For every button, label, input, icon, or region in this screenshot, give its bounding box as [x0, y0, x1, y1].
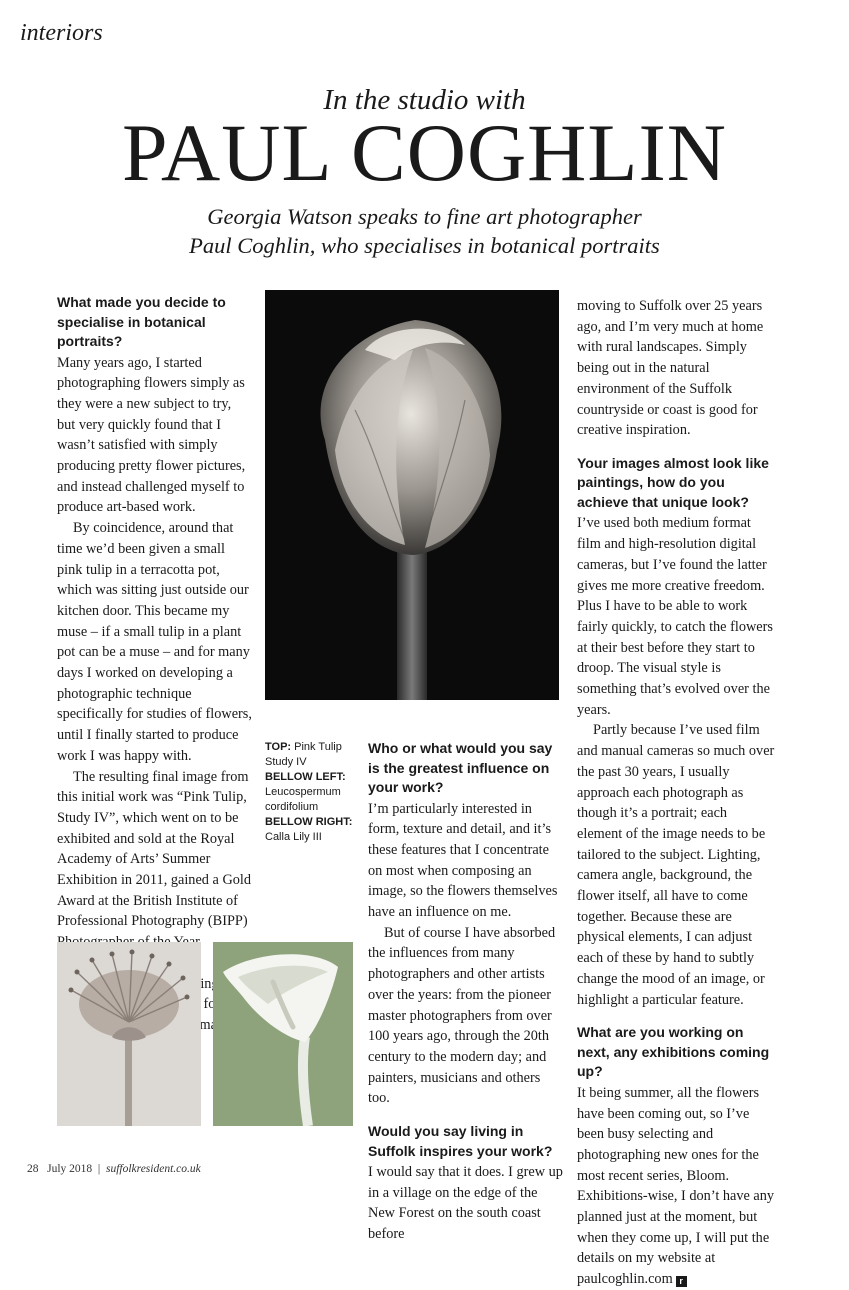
section-label: interiors — [20, 20, 103, 46]
kicker: In the studio with — [323, 84, 526, 116]
question-heading: Would you say living in Suffolk inspires your work? — [368, 1123, 553, 1159]
page-footer — [27, 1163, 201, 1175]
caption-text: Leucospermum cordifolium — [265, 786, 341, 813]
page-number: 28 — [27, 1163, 39, 1175]
answer-paragraph: By coincidence, around that time we’d been given a small pink tulip in a terracotta pot, which was sitting just outside our kitchen door. This became my muse – if a small tulip in a plant pot can be a muse – and for many days I worked on developing a photographic technique specifically for studies of flowers, until I finally started to produce work I was happy with. — [57, 520, 252, 764]
issue-date: July 2018 — [47, 1163, 93, 1175]
answer-paragraph: moving to Suffolk over 25 years ago, and I’m very much at home with rural landscapes. Simply being out in the natural environment of the Suffolk countryside or coast is good for creative inspiration. — [577, 298, 764, 439]
question-heading: What made you decide to specialise in botanical portraits? — [57, 294, 226, 349]
calla-lily-photo — [213, 942, 353, 1126]
answer-paragraph: But of course I have absorbed the influences from many photographers and other artists over the years: from the pioneer master photographers from over 100 years ago, through the 20th century to the modern day; and painters, musicians and others too. — [368, 924, 556, 1107]
question-heading: Who or what would you say is the greatest influence on your work? — [368, 740, 553, 795]
answer-text: It being summer, all the flowers have been coming out, so I’ve been busy selecting and photographing new ones for the most recent series, Bloom. Exhibitions-wise, I don’t have any planned just at the moment, but when they come up, I will put the details on my website at paulcoghlin.com — [577, 1084, 775, 1288]
answer-paragraph: The resulting final image from this initial work was “Pink Tulip, Study IV”, which went on to be exhibited and sold at the Royal Academy of Arts’ Summer Exhibition in 2011, gained a Gold Award at the British Institute of Professional Photography (BIPP) for small — [57, 768, 252, 1033]
leucospermum-photo — [57, 942, 201, 1126]
answer-paragraph: Many years ago, I started photographing flowers simply as they were a new subject to try, but very quickly found that I wasn’t satisfied with simply producing pretty flower pictures, and instead challenged myself to produce art-based work. — [57, 354, 246, 516]
caption-text: Pink Tulip Study IV — [265, 741, 342, 768]
answer-paragraph: I’m particularly interested in form, texture and detail, and it’s these features that I concentrate on most when composing an image, so the flowers themselves have an influence on me. — [368, 800, 558, 921]
answer-paragraph: Partly because I’ve used film and manual cameras so much over the past 30 years, I usually approach each photograph as though it’s a portrait; each element of the image needs to be tailored to the subject. Lighting, camera angle, background, the flower itself, all have to come together. Because these are physical elements, I can adjust each of these by hand to subtly change the mood of an image, or highlight a particular feature. — [577, 722, 775, 1008]
tulip-illustration — [265, 290, 559, 700]
standfirst — [0, 202, 849, 260]
answer-paragraph: I’ve used both medium format film and high-resolution digital cameras, but I’ve found the latter gives me more creative freedom. Plus I have to be able to work fairly quickly, to catch the flowers at their best before they start to droop. The visual style is something that’s evolved over the years. — [577, 515, 773, 718]
leucospermum-illustration — [57, 942, 201, 1126]
answer-paragraph — [577, 1083, 775, 1290]
article-column-3 — [577, 296, 775, 1290]
footer-separator: | — [97, 1163, 101, 1175]
standfirst-line: Paul Coghlin, who specialises in botanical portraits — [189, 233, 660, 258]
article-column-2 — [368, 739, 564, 1245]
page-title: PAUL COGHLIN — [121, 107, 728, 198]
tulip-photo — [265, 290, 559, 700]
caption-label: TOP: — [265, 741, 292, 753]
standfirst-line: Georgia Watson speaks to fine art photographer — [207, 204, 642, 229]
caption-label: BELLOW RIGHT: — [265, 816, 353, 828]
caption-label: BELLOW LEFT: — [265, 771, 346, 783]
end-mark-icon: r — [676, 1276, 687, 1287]
question-heading: What are you working on next, any exhibitions coming up? — [577, 1024, 770, 1080]
answer-paragraph: I would say that it does. I grew up in a village on the edge of the New Forest on the south coast before — [368, 1164, 563, 1243]
question-heading: Your images almost look like paintings, how do you achieve that unique look? — [577, 454, 769, 510]
photo-caption — [265, 740, 360, 845]
calla-lily-illustration — [213, 942, 353, 1126]
caption-text: Calla Lily III — [265, 831, 322, 843]
website-link[interactable]: suffolkresident.co.uk — [105, 1163, 201, 1175]
